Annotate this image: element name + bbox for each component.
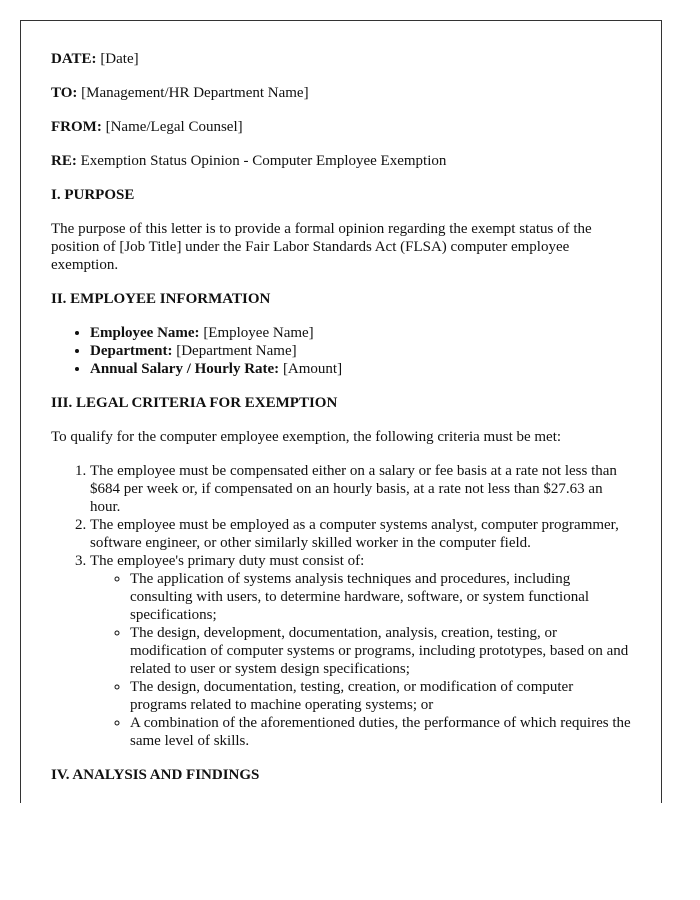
list-item: 3. The employee's primary duty must consist of: ◦ The application of systems analysis techniques and procedures, including consulting with users, to determine hardware, software, or system functional specifications; ◦ The design, development, documentation, analysis, creation, testing, or modification of computer systems or programs, including prototypes, based on and related to user or system design specifications; ◦ The design, documentation, testing, creation, or modification of computer programs related to machine operating systems; or ◦ A combination of the aforementioned duties, the performance of which requires the same level of skills. bbox=[90, 552, 632, 750]
date-line: DATE: [Date] bbox=[51, 51, 139, 67]
list-item: ◦ The design, development, documentation, analysis, creation, testing, or modification of computer systems or programs, including prototypes, based on and related to user or system design specifications; bbox=[130, 624, 632, 678]
list-item: • Annual Salary / Hourly Rate: [Amount] bbox=[90, 360, 632, 378]
list-item: ◦ A combination of the aforementioned duties, the performance of which requires the same level of skills. bbox=[130, 714, 632, 750]
employee-info-heading: II. EMPLOYEE INFORMATION bbox=[51, 291, 271, 307]
employee-info-list bbox=[51, 324, 632, 378]
list-item: ◦ The application of systems analysis techniques and procedures, including consulting with users, to determine hardware, software, or system functional specifications; bbox=[130, 570, 632, 624]
criteria-intro: To qualify for the computer employee exemption, the following criteria must be met: bbox=[51, 429, 562, 445]
letter-document bbox=[20, 20, 662, 803]
to-line: TO: [Management/HR Department Name] bbox=[51, 85, 309, 101]
purpose-heading: I. PURPOSE bbox=[51, 187, 135, 203]
list-item: • Department: [Department Name] bbox=[90, 342, 632, 360]
re-line: RE: Exemption Status Opinion - Computer Employee Exemption bbox=[51, 153, 447, 169]
criteria-heading: III. LEGAL CRITERIA FOR EXEMPTION bbox=[51, 395, 338, 411]
purpose-text: The purpose of this letter is to provide a formal opinion regarding the exempt status of the position of [Job Title] under the Fair Labor Standards Act (FLSA) computer employee exemption. bbox=[51, 221, 592, 273]
duties-list bbox=[90, 570, 632, 750]
criteria-list bbox=[51, 462, 632, 750]
analysis-heading: IV. ANALYSIS AND FINDINGS bbox=[51, 767, 260, 783]
list-item: 2. The employee must be employed as a computer systems analyst, computer programmer, software engineer, or other similarly skilled worker in the computer field. bbox=[90, 516, 632, 552]
from-line: FROM: [Name/Legal Counsel] bbox=[51, 119, 243, 135]
list-item: ◦ The design, documentation, testing, creation, or modification of computer programs related to machine operating systems; or bbox=[130, 678, 632, 714]
list-item: • Employee Name: [Employee Name] bbox=[90, 324, 632, 342]
list-item: 1. The employee must be compensated either on a salary or fee basis at a rate not less than $684 per week or, if compensated on an hourly basis, at a rate not less than $27.63 an hour. bbox=[90, 462, 632, 516]
